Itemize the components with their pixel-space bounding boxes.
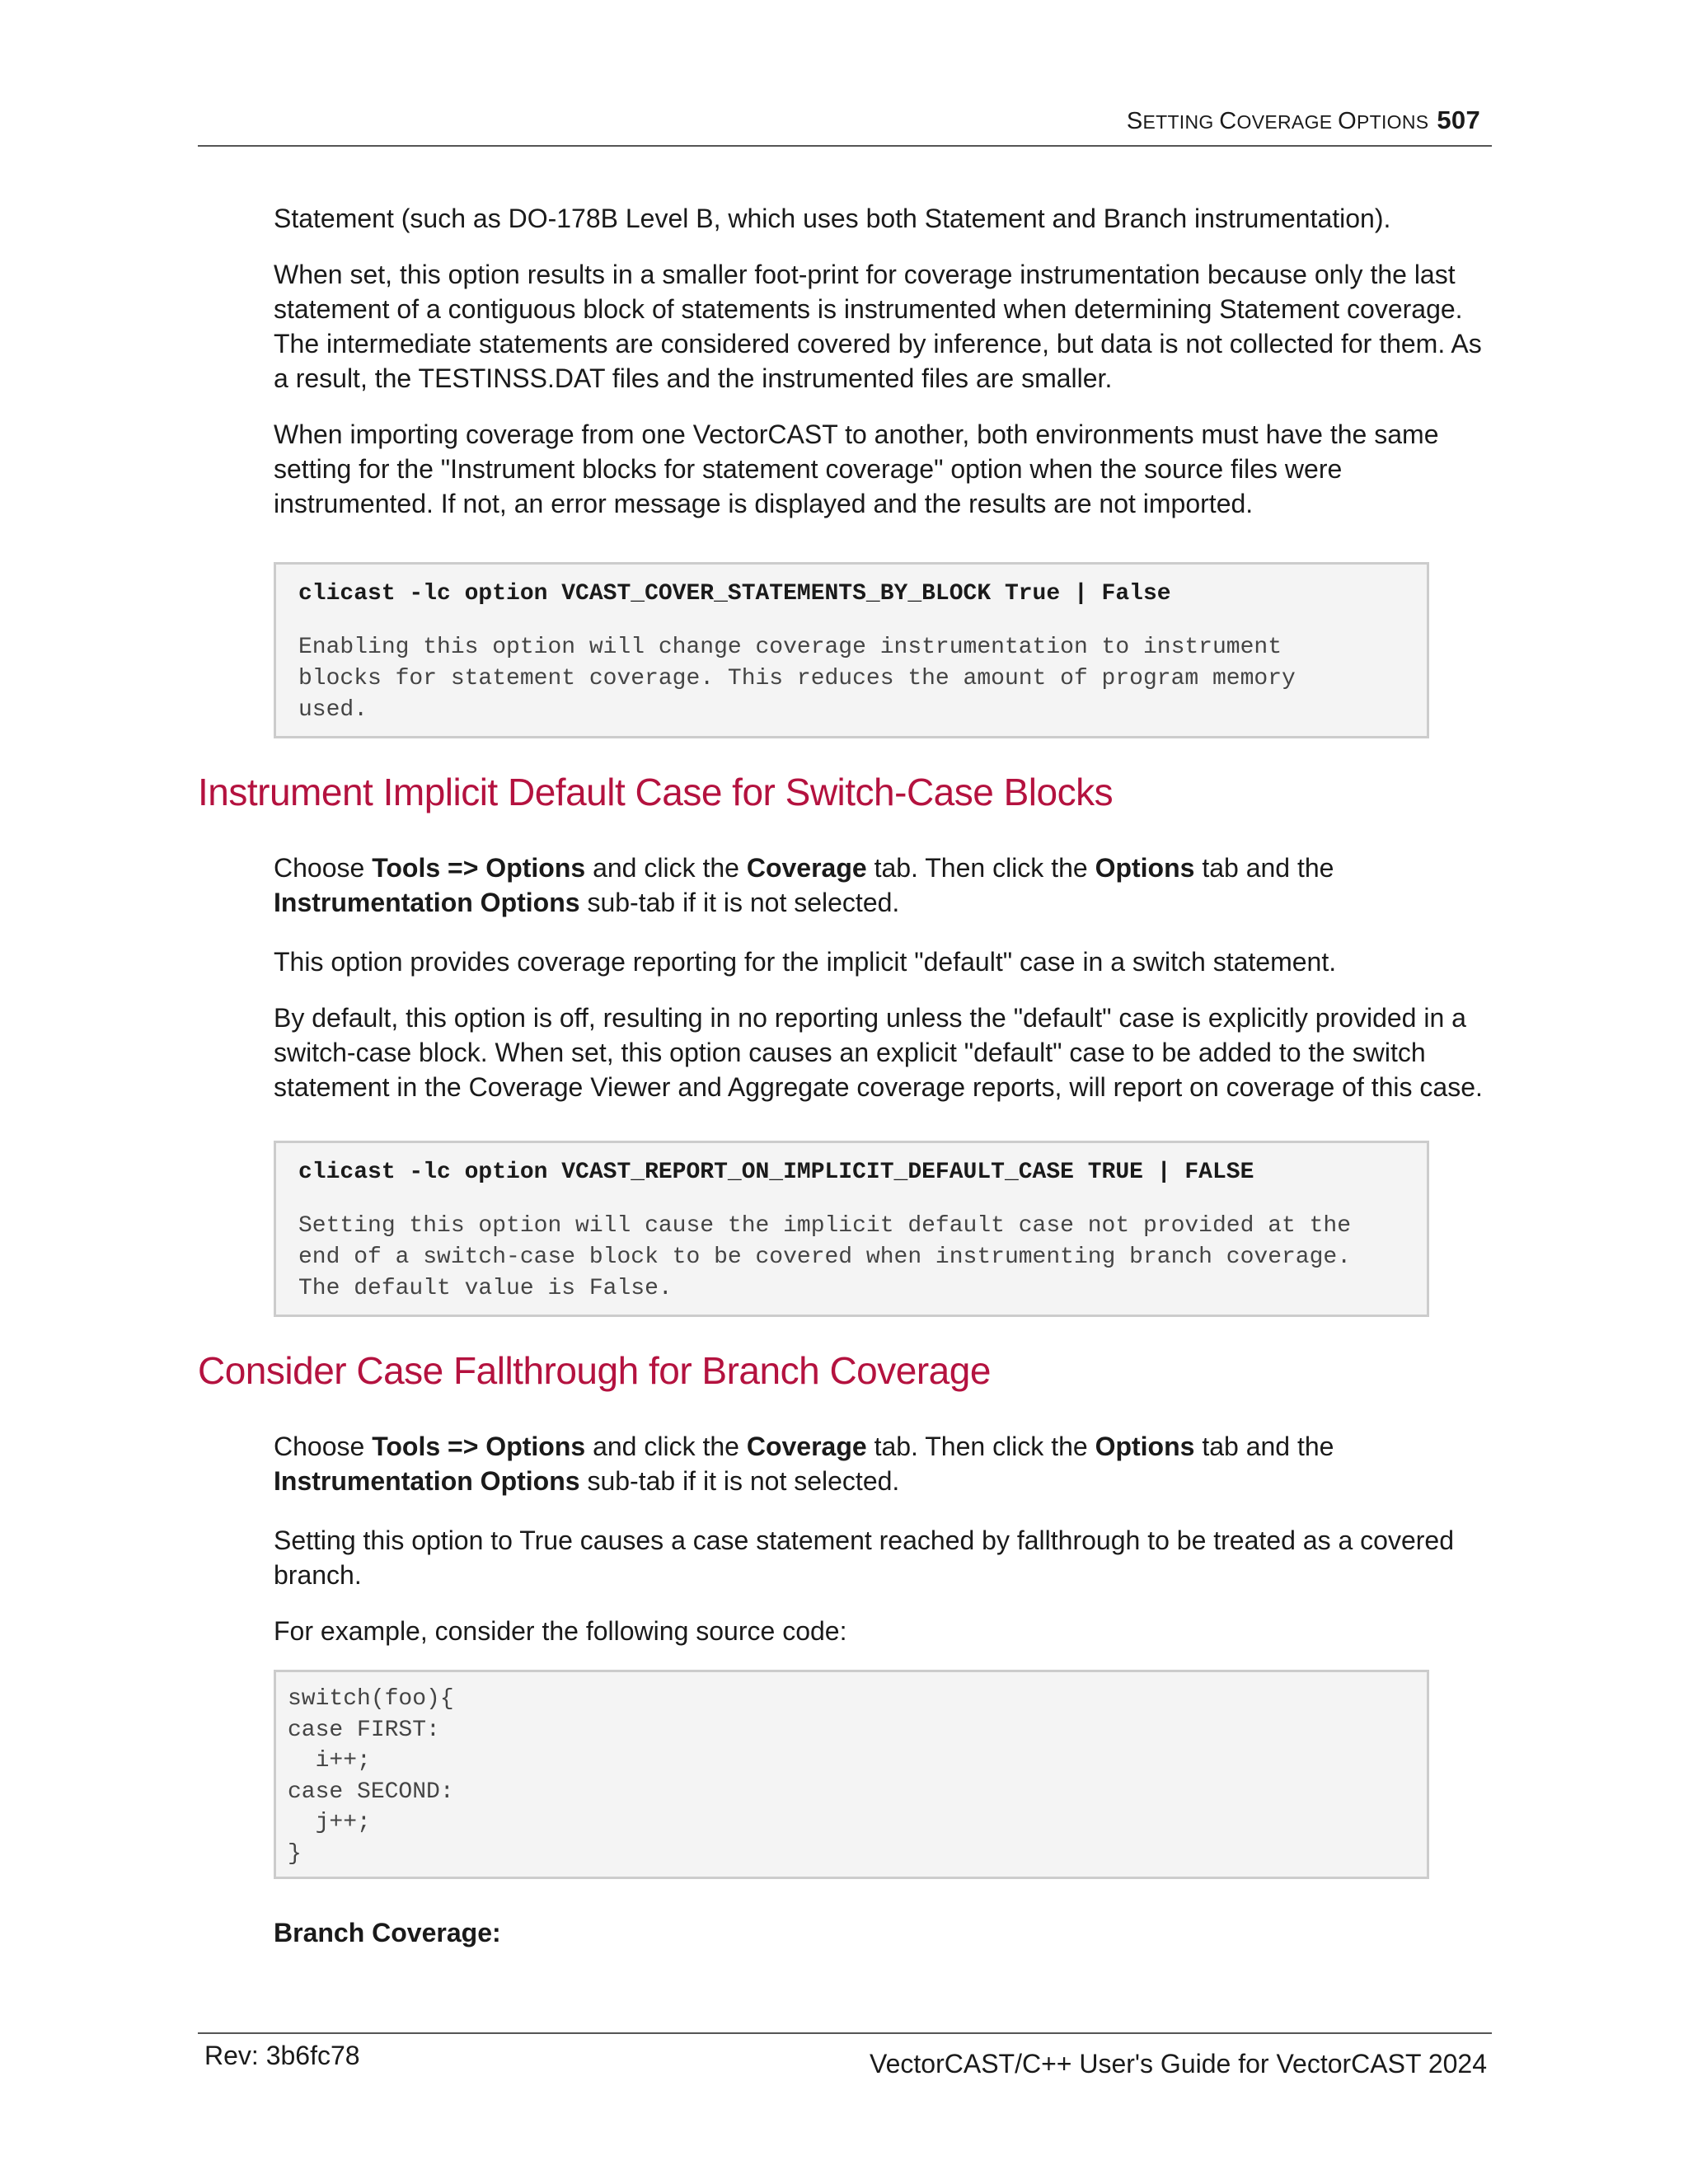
footer-guide-title: VectorCAST/C++ User's Guide for VectorCAST 2024	[870, 2049, 1487, 2079]
code-block-statements-by-block	[274, 562, 1429, 738]
text-line: When set, this option results in a smaller foot-print for coverage instrumentation because only the last	[274, 260, 1456, 289]
subtab-name: Instrumentation Options	[274, 1466, 580, 1496]
text-run: Choose	[274, 853, 373, 883]
text-run: and click the	[585, 1432, 747, 1461]
paragraph-navigation	[274, 1429, 1493, 1498]
text-run: and click the	[585, 853, 747, 883]
code-description: Setting this option will cause the implicit default case not provided at the end of a switch-case block to be covered when instrumenting branch coverage. The default value is False.	[298, 1213, 1352, 1301]
header-title-word-1: SETTING	[1126, 108, 1220, 134]
menu-path: Tools => Options	[372, 853, 586, 883]
code-command: clicast -lc option VCAST_COVER_STATEMENTS_BY_BLOCK True | False	[298, 581, 1171, 607]
paragraph-importing	[274, 417, 1493, 521]
section-heading-implicit-default: Instrument Implicit Default Case for Switch-Case Blocks	[198, 771, 1114, 813]
text-line: setting for the "Instrument blocks for statement coverage" option when the source files were	[274, 454, 1343, 484]
text-line: statement in the Coverage Viewer and Aggregate coverage reports, will report on coverage of this case.	[274, 1072, 1483, 1102]
tab-name: Options	[1095, 853, 1195, 883]
paragraph-fallthrough-setting	[274, 1523, 1493, 1592]
text-line: The intermediate statements are considered covered by inference, but data is not collected for them. As	[274, 329, 1482, 359]
footer-divider	[198, 2032, 1492, 2034]
section-heading-case-fallthrough: Consider Case Fallthrough for Branch Coverage	[198, 1349, 991, 1392]
paragraph-statement: Statement (such as DO-178B Level B, which uses both Statement and Branch instrumentation).	[274, 204, 1391, 233]
text-run: Choose	[274, 1432, 373, 1461]
text-run: tab and the	[1194, 1432, 1334, 1461]
text-line: switch-case block. When set, this option causes an explicit "default" case to be added to the switch	[274, 1038, 1426, 1067]
header-title-word-3: OPTIONS	[1338, 108, 1429, 134]
text-run: tab and the	[1194, 853, 1334, 883]
text-run: sub-tab if it is not selected.	[579, 1466, 900, 1496]
header-divider	[198, 145, 1492, 147]
running-header	[1127, 105, 1480, 135]
code-block-source-example	[274, 1670, 1429, 1879]
subheading-branch-coverage: Branch Coverage:	[274, 1918, 501, 1947]
text-run: tab. Then click the	[866, 853, 1095, 883]
menu-path: Tools => Options	[372, 1432, 586, 1461]
footer-revision: Rev: 3b6fc78	[204, 2041, 360, 2070]
tab-name: Options	[1095, 1432, 1195, 1461]
text-run: tab. Then click the	[866, 1432, 1095, 1461]
text-line: instrumented. If not, an error message is displayed and the results are not imported.	[274, 489, 1254, 518]
text-line: When importing coverage from one VectorCAST to another, both environments must have the same	[274, 419, 1439, 449]
code-command: clicast -lc option VCAST_REPORT_ON_IMPLICIT_DEFAULT_CASE TRUE | FALSE	[298, 1160, 1254, 1185]
subtab-name: Instrumentation Options	[274, 888, 580, 917]
text-line: a result, the TESTINSS.DAT files and the instrumented files are smaller.	[274, 363, 1113, 393]
tab-name: Coverage	[746, 1432, 867, 1461]
source-code: switch(foo){ case FIRST: i++; case SECOND: j++; }	[288, 1686, 454, 1867]
code-block-implicit-default	[274, 1141, 1429, 1317]
text-line: branch.	[274, 1560, 362, 1590]
paragraph-default-behavior	[274, 1001, 1493, 1104]
header-title-word-2: COVERAGE	[1219, 108, 1339, 134]
text-line: statement of a contiguous block of statements is instrumented when determining Statement coverage.	[274, 294, 1463, 324]
paragraph-example-intro: For example, consider the following source code:	[274, 1616, 847, 1646]
paragraph-footprint	[274, 257, 1493, 396]
paragraph-option-purpose: This option provides coverage reporting for the implicit "default" case in a switch statement.	[274, 947, 1337, 977]
text-line: By default, this option is off, resulting in no reporting unless the "default" case is explicitly provided in a	[274, 1003, 1466, 1033]
code-description: Enabling this option will change coverage instrumentation to instrument blocks for statement coverage. This reduces the amount of program memory used.	[298, 635, 1296, 723]
text-line: Setting this option to True causes a case statement reached by fallthrough to be treated as a covered	[274, 1526, 1454, 1555]
tab-name: Coverage	[746, 853, 867, 883]
text-run: sub-tab if it is not selected.	[579, 888, 900, 917]
page-number: 507	[1437, 105, 1480, 134]
paragraph-navigation	[274, 851, 1493, 920]
